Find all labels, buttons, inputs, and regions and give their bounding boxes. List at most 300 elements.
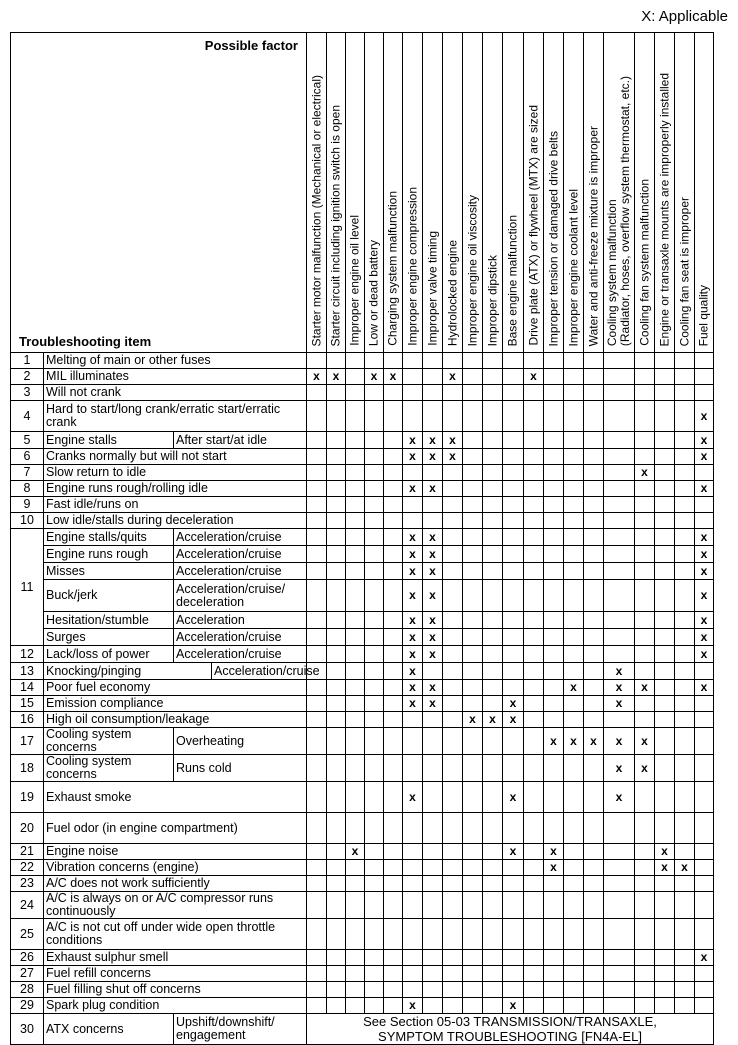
row-item-label: Cooling system concerns	[44, 755, 174, 781]
empty-cell	[423, 663, 443, 680]
empty-cell	[695, 982, 714, 998]
empty-cell	[635, 580, 655, 612]
applicable-mark: x	[503, 844, 524, 860]
row-number: 25	[11, 919, 44, 950]
applicable-mark: x	[584, 728, 604, 755]
empty-cell	[584, 353, 604, 369]
empty-cell	[327, 860, 346, 876]
table-row	[11, 529, 714, 546]
empty-cell	[655, 950, 675, 966]
empty-cell	[524, 481, 544, 497]
applicable-mark: x	[695, 629, 714, 646]
empty-cell	[503, 982, 524, 998]
empty-cell	[544, 782, 564, 813]
empty-cell	[584, 529, 604, 546]
empty-cell	[365, 629, 384, 646]
empty-cell	[604, 481, 635, 497]
row-item-label: Lack/loss of power	[44, 646, 174, 662]
empty-cell	[675, 497, 695, 513]
empty-cell	[365, 580, 384, 612]
empty-cell	[503, 465, 524, 481]
empty-cell	[423, 876, 443, 892]
table-row	[11, 646, 714, 663]
empty-cell	[346, 449, 365, 465]
empty-cell	[635, 563, 655, 580]
applicable-mark: x	[365, 369, 384, 385]
empty-cell	[307, 449, 327, 465]
empty-cell	[423, 892, 443, 919]
empty-cell	[635, 696, 655, 712]
empty-cell	[384, 860, 403, 876]
empty-cell	[365, 612, 384, 629]
applicable-mark: x	[423, 529, 443, 546]
row-number: 4	[11, 401, 44, 432]
empty-cell	[346, 465, 365, 481]
factor-header	[423, 33, 443, 353]
empty-cell	[483, 860, 503, 876]
empty-cell	[483, 892, 503, 919]
empty-cell	[423, 728, 443, 755]
empty-cell	[463, 546, 483, 563]
empty-cell	[365, 432, 384, 449]
empty-cell	[443, 401, 463, 432]
empty-cell	[443, 712, 463, 728]
applicable-mark: x	[463, 712, 483, 728]
applicable-mark: x	[403, 646, 423, 663]
empty-cell	[503, 680, 524, 696]
empty-cell	[584, 876, 604, 892]
empty-cell	[564, 782, 584, 813]
row-item-label: Surges	[44, 629, 174, 645]
empty-cell	[584, 680, 604, 696]
empty-cell	[564, 982, 584, 998]
empty-cell	[544, 385, 564, 401]
empty-cell	[604, 998, 635, 1014]
factor-header	[365, 33, 384, 353]
empty-cell	[635, 844, 655, 860]
empty-cell	[346, 680, 365, 696]
empty-cell	[524, 612, 544, 629]
empty-cell	[365, 385, 384, 401]
empty-cell	[346, 369, 365, 385]
empty-cell	[463, 998, 483, 1014]
empty-cell	[584, 696, 604, 712]
empty-cell	[655, 982, 675, 998]
empty-cell	[403, 513, 423, 529]
empty-cell	[524, 646, 544, 663]
row-item	[44, 385, 307, 401]
empty-cell	[695, 966, 714, 982]
empty-cell	[384, 646, 403, 663]
empty-cell	[443, 465, 463, 481]
empty-cell	[655, 529, 675, 546]
empty-cell	[403, 385, 423, 401]
empty-cell	[604, 580, 635, 612]
empty-cell	[384, 663, 403, 680]
empty-cell	[564, 529, 584, 546]
empty-cell	[346, 813, 365, 844]
empty-cell	[524, 497, 544, 513]
empty-cell	[635, 629, 655, 646]
empty-cell	[503, 385, 524, 401]
factor-label: Water and anti-freeze mixture is improper	[586, 125, 600, 346]
factor-label: Fuel quality	[696, 284, 711, 346]
empty-cell	[443, 782, 463, 813]
factor-header	[675, 33, 695, 353]
empty-cell	[503, 513, 524, 529]
empty-cell	[584, 646, 604, 663]
empty-cell	[544, 982, 564, 998]
empty-cell	[524, 449, 544, 465]
row-item	[44, 646, 307, 663]
empty-cell	[675, 385, 695, 401]
factor-label: Low or dead battery	[366, 239, 381, 346]
empty-cell	[524, 860, 544, 876]
empty-cell	[463, 950, 483, 966]
empty-cell	[443, 629, 463, 646]
empty-cell	[346, 385, 365, 401]
row-item-label: Fuel odor (in engine compartment)	[46, 820, 238, 835]
empty-cell	[483, 612, 503, 629]
empty-cell	[483, 629, 503, 646]
empty-cell	[365, 919, 384, 950]
empty-cell	[503, 449, 524, 465]
empty-cell	[365, 481, 384, 497]
empty-cell	[564, 369, 584, 385]
empty-cell	[524, 712, 544, 728]
table-row	[11, 401, 714, 432]
factor-header	[463, 33, 483, 353]
empty-cell	[503, 813, 524, 844]
empty-cell	[635, 432, 655, 449]
row-item	[44, 860, 307, 876]
empty-cell	[365, 696, 384, 712]
empty-cell	[307, 513, 327, 529]
empty-cell	[365, 782, 384, 813]
applicable-mark: x	[423, 696, 443, 712]
applicable-mark: x	[604, 696, 635, 712]
empty-cell	[635, 813, 655, 844]
empty-cell	[483, 369, 503, 385]
empty-cell	[544, 998, 564, 1014]
empty-cell	[524, 876, 544, 892]
empty-cell	[443, 385, 463, 401]
empty-cell	[695, 696, 714, 712]
empty-cell	[564, 813, 584, 844]
empty-cell	[423, 950, 443, 966]
empty-cell	[655, 629, 675, 646]
table-row	[11, 844, 714, 860]
empty-cell	[675, 844, 695, 860]
factor-label: Cooling system malfunction (Radiator, hoses, overflow system thermostat, etc.)	[605, 75, 632, 346]
row-number: 1	[11, 353, 44, 369]
empty-cell	[503, 529, 524, 546]
empty-cell	[346, 612, 365, 629]
empty-cell	[655, 646, 675, 663]
empty-cell	[346, 728, 365, 755]
empty-cell	[307, 353, 327, 369]
empty-cell	[327, 680, 346, 696]
empty-cell	[365, 529, 384, 546]
factor-header	[403, 33, 423, 353]
factor-label: Charging system malfunction	[385, 191, 400, 346]
table-row	[11, 629, 714, 646]
row-condition: Acceleration/cruise	[176, 563, 282, 578]
empty-cell	[655, 513, 675, 529]
factor-header	[346, 33, 365, 353]
row-number: 28	[11, 982, 44, 998]
empty-cell	[365, 712, 384, 728]
empty-cell	[463, 813, 483, 844]
empty-cell	[675, 432, 695, 449]
empty-cell	[423, 844, 443, 860]
factor-header	[443, 33, 463, 353]
empty-cell	[695, 712, 714, 728]
empty-cell	[307, 680, 327, 696]
empty-cell	[327, 546, 346, 563]
empty-cell	[463, 755, 483, 782]
applicable-mark: x	[327, 369, 346, 385]
empty-cell	[384, 966, 403, 982]
empty-cell	[695, 513, 714, 529]
row-item-label: Engine runs rough	[44, 546, 174, 562]
factor-label: Improper dipstick	[485, 254, 499, 346]
applicable-mark: x	[423, 546, 443, 563]
table-row	[11, 728, 714, 755]
factor-label: Starter motor malfunction (Mechanical or electrical)	[309, 74, 323, 346]
empty-cell	[564, 497, 584, 513]
row-number: 21	[11, 844, 44, 860]
row-item	[44, 580, 307, 612]
factor-header	[483, 33, 503, 353]
table-row	[11, 513, 714, 529]
empty-cell	[604, 982, 635, 998]
cross-reference: See Section 05-03 TRANSMISSION/TRANSAXLE, SYMPTOM TROUBLESHOOTING [FN4A-EL]	[307, 1014, 714, 1045]
table-row	[11, 696, 714, 712]
empty-cell	[544, 546, 564, 563]
row-item-label: Low idle/stalls during deceleration	[46, 513, 234, 527]
empty-cell	[524, 546, 544, 563]
empty-cell	[544, 580, 564, 612]
empty-cell	[544, 712, 564, 728]
table-row	[11, 497, 714, 513]
applicable-mark: x	[403, 782, 423, 813]
empty-cell	[584, 813, 604, 844]
applicable-mark: x	[443, 369, 463, 385]
table-row	[11, 369, 714, 385]
empty-cell	[346, 998, 365, 1014]
empty-cell	[655, 369, 675, 385]
empty-cell	[655, 353, 675, 369]
applicable-mark: x	[346, 844, 365, 860]
empty-cell	[564, 844, 584, 860]
row-item	[44, 680, 307, 696]
table-row	[11, 755, 714, 782]
empty-cell	[443, 546, 463, 563]
empty-cell	[443, 876, 463, 892]
empty-cell	[655, 432, 675, 449]
row-number: 17	[11, 728, 44, 755]
empty-cell	[564, 481, 584, 497]
row-number: 19	[11, 782, 44, 813]
empty-cell	[503, 950, 524, 966]
row-item	[44, 696, 307, 712]
empty-cell	[365, 353, 384, 369]
row-number: 30	[11, 1014, 44, 1045]
empty-cell	[463, 497, 483, 513]
empty-cell	[564, 546, 584, 563]
empty-cell	[327, 401, 346, 432]
empty-cell	[463, 982, 483, 998]
row-item	[44, 876, 307, 892]
empty-cell	[584, 950, 604, 966]
empty-cell	[635, 481, 655, 497]
empty-cell	[503, 755, 524, 782]
empty-cell	[584, 385, 604, 401]
empty-cell	[346, 353, 365, 369]
factor-header	[564, 33, 584, 353]
empty-cell	[403, 950, 423, 966]
empty-cell	[655, 563, 675, 580]
empty-cell	[695, 876, 714, 892]
empty-cell	[503, 876, 524, 892]
applicable-mark: x	[544, 844, 564, 860]
empty-cell	[327, 497, 346, 513]
empty-cell	[307, 728, 327, 755]
empty-cell	[365, 497, 384, 513]
empty-cell	[307, 950, 327, 966]
empty-cell	[483, 497, 503, 513]
row-number: 16	[11, 712, 44, 728]
empty-cell	[463, 860, 483, 876]
empty-cell	[346, 546, 365, 563]
empty-cell	[443, 844, 463, 860]
empty-cell	[584, 712, 604, 728]
empty-cell	[327, 432, 346, 449]
row-number: 12	[11, 646, 44, 663]
row-item	[44, 966, 307, 982]
empty-cell	[443, 646, 463, 663]
empty-cell	[503, 629, 524, 646]
empty-cell	[327, 529, 346, 546]
row-item	[44, 465, 307, 481]
empty-cell	[463, 401, 483, 432]
row-item	[44, 497, 307, 513]
empty-cell	[365, 563, 384, 580]
empty-cell	[604, 401, 635, 432]
empty-cell	[675, 696, 695, 712]
empty-cell	[483, 680, 503, 696]
empty-cell	[463, 892, 483, 919]
empty-cell	[384, 696, 403, 712]
empty-cell	[463, 966, 483, 982]
empty-cell	[503, 401, 524, 432]
applicable-mark: x	[695, 432, 714, 449]
empty-cell	[584, 919, 604, 950]
empty-cell	[544, 612, 564, 629]
empty-cell	[635, 385, 655, 401]
applicable-mark: x	[655, 860, 675, 876]
empty-cell	[564, 449, 584, 465]
applicable-mark: x	[544, 860, 564, 876]
empty-cell	[584, 629, 604, 646]
empty-cell	[365, 876, 384, 892]
empty-cell	[564, 401, 584, 432]
row-condition: After start/at idle	[176, 432, 268, 447]
empty-cell	[443, 998, 463, 1014]
empty-cell	[483, 563, 503, 580]
empty-cell	[403, 728, 423, 755]
empty-cell	[604, 563, 635, 580]
empty-cell	[675, 563, 695, 580]
empty-cell	[635, 401, 655, 432]
empty-cell	[564, 966, 584, 982]
empty-cell	[327, 696, 346, 712]
empty-cell	[483, 782, 503, 813]
applicable-mark: x	[695, 481, 714, 497]
empty-cell	[423, 497, 443, 513]
empty-cell	[695, 813, 714, 844]
empty-cell	[503, 919, 524, 950]
empty-cell	[384, 755, 403, 782]
empty-cell	[327, 844, 346, 860]
empty-cell	[564, 465, 584, 481]
empty-cell	[675, 813, 695, 844]
empty-cell	[564, 385, 584, 401]
empty-cell	[564, 892, 584, 919]
empty-cell	[655, 481, 675, 497]
empty-cell	[564, 998, 584, 1014]
empty-cell	[655, 580, 675, 612]
empty-cell	[463, 876, 483, 892]
empty-cell	[604, 844, 635, 860]
row-number: 5	[11, 432, 44, 449]
empty-cell	[564, 919, 584, 950]
empty-cell	[483, 982, 503, 998]
empty-cell	[675, 712, 695, 728]
row-condition: Upshift/downshift/ engagement	[176, 1015, 275, 1042]
row-condition: Acceleration	[176, 612, 245, 627]
row-number: 6	[11, 449, 44, 465]
table-row	[11, 919, 714, 950]
empty-cell	[584, 465, 604, 481]
empty-cell	[384, 998, 403, 1014]
empty-cell	[346, 401, 365, 432]
empty-cell	[635, 612, 655, 629]
empty-cell	[443, 860, 463, 876]
applicable-mark: x	[695, 449, 714, 465]
factor-header	[384, 33, 403, 353]
empty-cell	[655, 712, 675, 728]
row-item	[44, 919, 307, 950]
applicable-mark: x	[423, 612, 443, 629]
empty-cell	[443, 728, 463, 755]
applicable-mark: x	[423, 563, 443, 580]
empty-cell	[695, 998, 714, 1014]
empty-cell	[524, 529, 544, 546]
empty-cell	[604, 369, 635, 385]
empty-cell	[365, 465, 384, 481]
row-item	[44, 1014, 307, 1045]
empty-cell	[503, 481, 524, 497]
empty-cell	[564, 663, 584, 680]
empty-cell	[463, 449, 483, 465]
row-item	[44, 369, 307, 385]
row-number: 20	[11, 813, 44, 844]
row-item-label: Vibration concerns (engine)	[46, 860, 199, 874]
empty-cell	[384, 497, 403, 513]
empty-cell	[604, 712, 635, 728]
